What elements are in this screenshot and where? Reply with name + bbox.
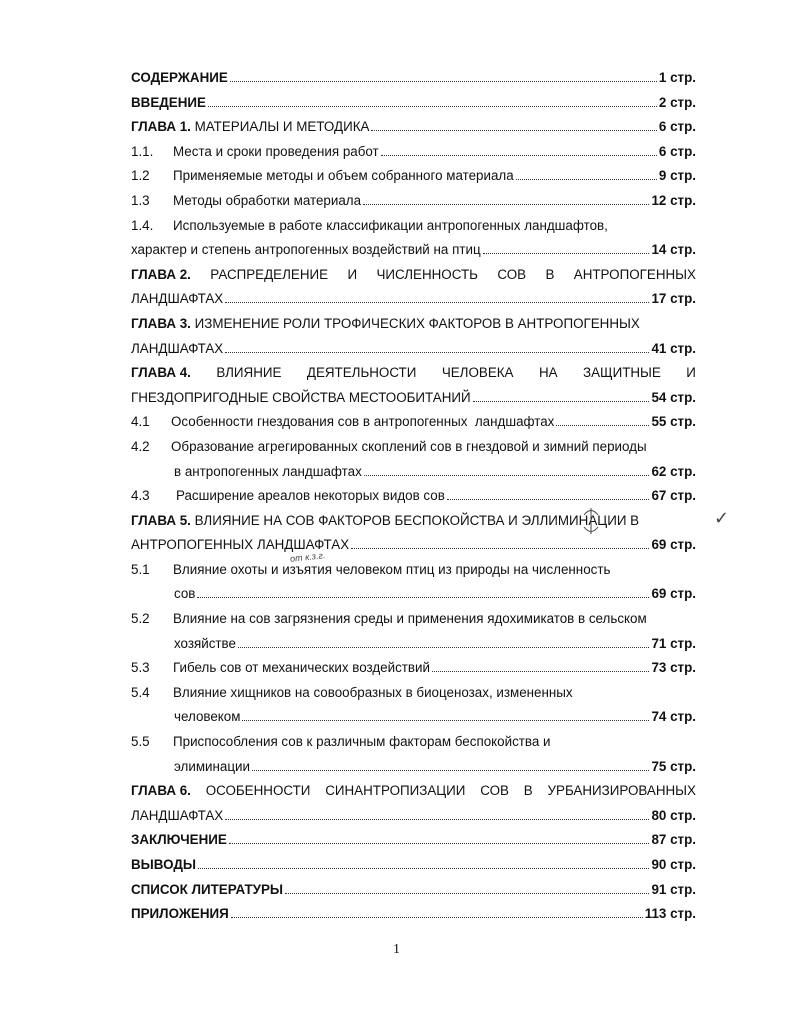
title-word: И: [686, 365, 696, 381]
entry-title: Места и сроки проведения работ: [173, 143, 379, 159]
dot-leader: [381, 154, 657, 156]
toc-entry-intro: [131, 91, 696, 116]
toc-entry-1-2: [131, 164, 696, 189]
title-word: СИНАНТРОПИЗАЦИИ: [325, 783, 466, 799]
page-reference: 1 стр.: [658, 70, 696, 85]
toc-entry-chapter-2-line1: [131, 263, 696, 288]
dot-leader: [252, 769, 649, 771]
page-reference: 54 стр.: [651, 389, 696, 405]
section-number: 5.3: [131, 660, 150, 676]
chapter-label: ГЛАВА 6.: [131, 783, 191, 799]
toc-entry-chapter-1: [131, 115, 696, 140]
entry-title-continued: ЛАНДШАФТАХ: [131, 340, 224, 356]
entry-title-continued: ГНЕЗДОПРИГОДНЫЕ СВОЙСТВА МЕСТООБИТАНИЙ: [131, 389, 471, 405]
page-reference: 12 стр.: [651, 192, 696, 208]
toc-entry-4-2-line1: [131, 435, 696, 460]
dot-leader: [225, 351, 649, 353]
title-word: И: [347, 266, 358, 282]
title-word: СОВ: [480, 783, 509, 799]
entry-title-continued: сов: [174, 586, 196, 602]
toc-entry-5-4-line2: [131, 705, 696, 730]
section-number: 5.4: [131, 684, 150, 700]
entry-title-continued: ЛАНДШАФТАХ: [131, 291, 224, 307]
page-reference: 67 стр.: [651, 488, 696, 504]
page-reference: 62 стр.: [651, 463, 696, 479]
entry-title: Влияние хищников на совообразных в биоценозах, измененных: [173, 684, 573, 700]
section-number: 4.1: [131, 414, 150, 430]
title-word: УРБАНИЗИРОВАННЫХ: [547, 783, 696, 799]
dot-leader: [483, 252, 650, 254]
toc-entry-4-3: [131, 484, 696, 509]
dot-leader: [229, 842, 650, 844]
dot-leader: [225, 301, 649, 303]
toc-entry-references: [131, 878, 696, 903]
dot-leader: [230, 80, 657, 82]
entry-title: Используемые в работе классификации антропогенных ландшафтов,: [173, 217, 608, 233]
title-word: В: [523, 783, 533, 799]
entry-title: ВЫВОДЫ: [131, 857, 197, 872]
entry-title-continued: хозяйстве: [174, 635, 236, 651]
page-reference: 2 стр.: [658, 94, 696, 110]
page-reference: 17 стр.: [651, 291, 696, 307]
page-reference: 14 стр.: [651, 242, 696, 258]
toc-entry-chapter-4-line1: [131, 361, 696, 386]
section-number: 5.2: [131, 611, 150, 627]
page-reference: 73 стр.: [651, 660, 696, 676]
toc-entry-chapter-6-line2: [131, 804, 696, 829]
toc-entry-chapter-2-line2: [131, 287, 696, 312]
dot-leader: [516, 178, 657, 180]
chapter-label: ГЛАВА 4.: [131, 365, 191, 381]
page-reference: 6 стр.: [658, 119, 696, 135]
title-word: НА: [538, 365, 558, 381]
entry-title: Особенности гнездования сов в антропогенных ландшафтах: [171, 414, 555, 430]
dot-leader: [364, 474, 650, 476]
entry-title: СОДЕРЖАНИЕ: [131, 70, 228, 85]
toc-entry-chapter-5-line1: [131, 509, 696, 534]
title-word: ДЕЯТЕЛЬНОСТИ: [306, 365, 417, 381]
entry-title: Приспособления сов к различным факторам беспокойства и: [173, 734, 551, 750]
dot-leader: [197, 596, 649, 598]
page-reference: 6 стр.: [658, 143, 696, 159]
section-number: 1.2: [131, 168, 150, 184]
toc-entry-chapter-4-line2: [131, 386, 696, 411]
page-reference: 75 стр.: [651, 758, 696, 774]
chapter-label: ГЛАВА 5.: [131, 512, 191, 528]
entry-title: ПРИЛОЖЕНИЯ: [131, 906, 229, 922]
page-reference: 87 стр.: [651, 832, 696, 848]
chapter-label: ГЛАВА 3.: [131, 315, 191, 331]
entry-title: ИЗМЕНЕНИЕ РОЛИ ТРОФИЧЕСКИХ ФАКТОРОВ В АНТРОПОГЕННЫХ: [194, 315, 640, 331]
dot-leader: [238, 646, 650, 648]
page-reference: 55 стр.: [651, 414, 696, 430]
toc-entry-chapter-5-line2: [131, 533, 696, 558]
toc-entry-4-1: [131, 410, 696, 435]
toc-entry-5-1-line2: [131, 582, 696, 607]
entry-title: ВВЕДЕНИЕ: [131, 94, 206, 110]
handwritten-note: от к.з.г.: [289, 550, 326, 564]
insertion-mark-icon: [580, 506, 602, 536]
toc-entry-1-3: [131, 189, 696, 214]
page-reference: 91 стр.: [651, 881, 696, 897]
dot-leader: [556, 424, 649, 426]
title-word: ЗАЩИТНЫЕ: [583, 365, 661, 381]
title-word: ВЛИЯНИЕ: [216, 365, 282, 381]
toc-entry-1-4-line1: [131, 214, 696, 239]
page-reference: 74 стр.: [651, 709, 696, 725]
dot-leader: [432, 670, 649, 672]
entry-title-continued: в антропогенных ландшафтах: [174, 463, 362, 479]
toc-entry-5-4-line1: [131, 681, 696, 706]
entry-title-continued: элиминации: [174, 758, 250, 774]
section-number: 5.5: [131, 734, 150, 750]
entry-title: ЗАКЛЮЧЕНИЕ: [131, 832, 227, 848]
toc-entry-1-4-line2: [131, 238, 696, 263]
toc-entry-findings: [131, 853, 696, 878]
toc-entry-5-2-line1: [131, 607, 696, 632]
toc-entry-appendices: [131, 902, 696, 927]
dot-leader: [371, 129, 656, 131]
entry-title-continued: человеком: [174, 709, 241, 725]
entry-title: Образование агрегированных скоплений сов в гнездовой и зимний периоды: [171, 438, 647, 454]
title-word: ЧЕЛОВЕКА: [441, 365, 514, 381]
section-number: 4.3: [131, 488, 150, 504]
section-number: 1.4.: [131, 217, 154, 233]
page-reference: 113 стр.: [644, 906, 696, 922]
page-reference: 90 стр.: [651, 857, 696, 872]
entry-title: Влияние на сов загрязнения среды и применения ядохимикатов в сельском: [173, 611, 647, 627]
title-word: АНТРОПОГЕННЫХ: [573, 266, 696, 282]
entry-title: Расширение ареалов некоторых видов сов: [176, 488, 445, 504]
toc-entry-5-5-line1: [131, 730, 696, 755]
toc-entry-chapter-3-line2: [131, 337, 696, 362]
page-reference: 80 стр.: [651, 807, 696, 823]
dot-leader: [231, 916, 643, 918]
title-word: ОСОБЕННОСТИ: [205, 783, 311, 799]
title-word: РАСПРЕДЕЛЕНИЕ: [210, 266, 329, 282]
dot-leader: [473, 400, 650, 402]
dot-leader: [447, 498, 650, 500]
entry-title: СПИСОК ЛИТЕРАТУРЫ: [131, 881, 284, 897]
title-word: В: [545, 266, 555, 282]
entry-title-continued: ЛАНДШАФТАХ: [131, 807, 224, 823]
toc-entry-1-1: [131, 140, 696, 165]
entry-title: Применяемые методы и объем собранного материала: [173, 168, 514, 184]
toc-entry-5-5-line2: [131, 755, 696, 780]
toc-entry-chapter-3-line1: [131, 312, 696, 337]
page-reference: 41 стр.: [651, 340, 696, 356]
entry-title: ВЛИЯНИЕ НА СОВ ФАКТОРОВ БЕСПОКОЙСТВА И ЭЛЛИМИНАЦИИ В: [194, 512, 640, 528]
dot-leader: [225, 818, 649, 820]
page-reference: 69 стр.: [651, 586, 696, 602]
entry-title: МАТЕРИАЛЫ И МЕТОДИКА: [194, 119, 370, 135]
toc-entry-conclusion: [131, 828, 696, 853]
section-number: 1.1.: [131, 143, 154, 159]
check-mark-icon: ✓: [714, 508, 730, 528]
entry-title-continued: характер и степень антропогенных воздействий на птиц: [131, 242, 481, 258]
toc-entry-5-3: [131, 656, 696, 681]
entry-title: Методы обработки материала: [173, 192, 362, 208]
section-number: 4.2: [131, 438, 150, 454]
entry-title: Влияние охоты и изъятия человеком птиц из природы на численность: [173, 561, 611, 577]
title-word: ЧИСЛЕННОСТЬ: [376, 266, 478, 282]
dot-leader: [351, 547, 649, 549]
chapter-label: ГЛАВА 1.: [131, 119, 191, 135]
section-number: 5.1: [131, 561, 150, 577]
dot-leader: [198, 867, 649, 869]
page-reference: 69 стр.: [651, 537, 696, 553]
page-reference: 71 стр.: [651, 635, 696, 651]
entry-title-continued: АНТРОПОГЕННЫХ ЛАНДШАФТАХ: [131, 537, 350, 553]
dot-leader: [242, 719, 649, 721]
chapter-label: ГЛАВА 2.: [131, 266, 191, 282]
toc-entry-5-1-line1: [131, 558, 696, 583]
toc-entry-4-2-line2: [131, 460, 696, 485]
toc-entry-chapter-6-line1: [131, 779, 696, 804]
page-reference: 9 стр.: [658, 168, 696, 184]
title-word: СОВ: [497, 266, 527, 282]
entry-title: Гибель сов от механических воздействий: [173, 660, 430, 676]
section-number: 1.3: [131, 192, 150, 208]
page-number: 1: [393, 942, 400, 957]
dot-leader: [285, 892, 649, 894]
toc-entry-5-2-line2: [131, 632, 696, 657]
table-of-contents: [131, 66, 696, 927]
dot-leader: [363, 203, 649, 205]
dot-leader: [208, 105, 657, 107]
toc-entry-contents: [131, 66, 696, 91]
